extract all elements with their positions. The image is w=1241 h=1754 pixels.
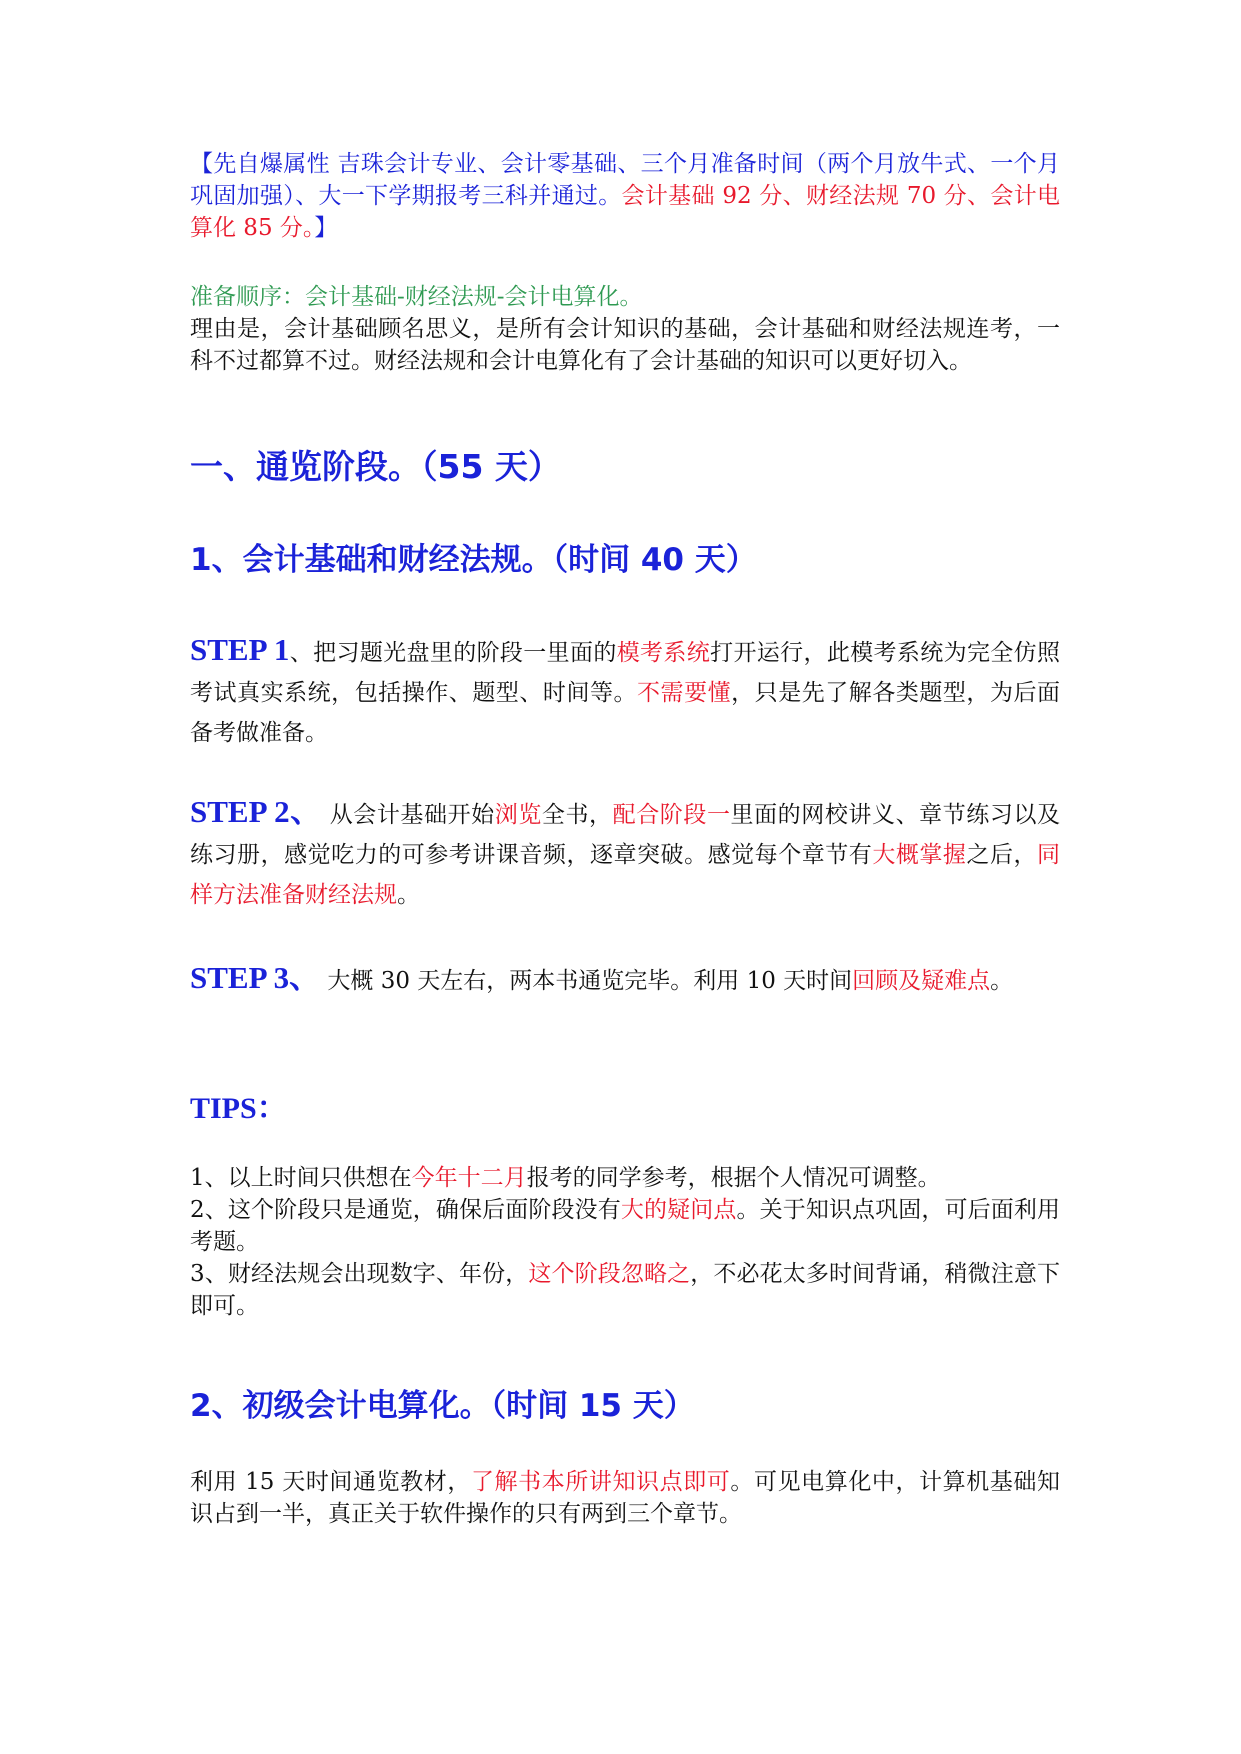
step3-paragraph — [190, 958, 1060, 1001]
section2-text-1: 利用 15 天时间通览教材， — [190, 1469, 471, 1495]
step2-highlight-3: 大概掌握 — [872, 842, 967, 868]
tip2-highlight: 大的疑问点 — [620, 1197, 737, 1223]
section2-title: 2、初级会计电算化。（时间 15 天） — [190, 1388, 695, 1424]
step3-text-1: 大概 30 天左右，两本书通览完毕。利用 10 天时间 — [320, 968, 853, 994]
intro-scores: 会计基础 92 分、财经法规 70 分、会计电算化 85 分。 — [190, 183, 1061, 241]
tip3-highlight: 这个阶段忽略之 — [528, 1261, 691, 1287]
step3-label: STEP 3、 — [190, 960, 321, 995]
step3-text-2: 。 — [990, 968, 1014, 994]
prep-order-reason: 理由是，会计基础顾名思义，是所有会计知识的基础，会计基础和财经法规连考，一科不过都算不过。财经法规和会计电算化有了会计基础的知识可以更好切入。 — [190, 316, 1060, 374]
section2-highlight: 了解书本所讲知识点即可 — [470, 1469, 731, 1495]
step1-paragraph — [190, 630, 1060, 753]
tip1-text-2: 报考的同学参考，根据个人情况可调整。 — [526, 1165, 941, 1191]
tip-2 — [190, 1194, 1060, 1258]
tips-title: TIPS： — [190, 1092, 287, 1125]
step2-text-4: 之后， — [966, 842, 1038, 868]
section1-title: 一、通览阶段。（55 天） — [190, 447, 561, 486]
step2-paragraph — [190, 792, 1060, 915]
step2-highlight-2: 配合阶段一 — [612, 802, 731, 828]
step2-text-2: 全书， — [541, 802, 613, 828]
step1-highlight-1: 模考系统 — [616, 640, 711, 666]
step2-highlight-4: 同样方法准备财经法规 — [190, 842, 1061, 908]
step1-text-2: 打开运行，此模考系统为完全仿照考试真实系统，包括操作、题型、时间等。 — [190, 640, 1061, 706]
intro-text: 【先自爆属性 吉珠会计专业、会计零基础、三个月准备时间（两个月放牛式、一个月巩固加强）、大一下学期报考三科并通过。 — [190, 151, 1060, 209]
section2-text-2: 。可见电算化中，计算机基础知识占到一半，真正关于软件操作的只有两到三个章节。 — [190, 1469, 1061, 1527]
prep-order-line: 准备顺序：会计基础-财经法规-会计电算化。 — [190, 284, 643, 310]
step1-highlight-2: 不需要懂 — [637, 680, 732, 706]
tip2-text-1: 2、这个阶段只是通览，确保后面阶段没有 — [190, 1197, 621, 1223]
tip2-text-2: 。关于知识点巩固，可后面利用考题。 — [190, 1197, 1061, 1255]
section1-sub1-title: 1、会计基础和财经法规。（时间 40 天） — [190, 542, 757, 578]
step1-label: STEP 1 — [190, 632, 290, 667]
step2-label: STEP 2、 — [190, 794, 322, 829]
step2-text-3: 里面的网校讲义、章节练习以及练习册，感觉吃力的可参考讲课音频，逐章突破。感觉每个章节有 — [190, 802, 1061, 868]
tip3-text-2: ，不必花太多时间背诵，稍微注意下即可。 — [190, 1261, 1061, 1319]
tip1-text-1: 1、以上时间只供想在 — [190, 1165, 412, 1191]
step2-text-1: 从会计基础开始 — [321, 802, 495, 828]
step2-highlight-1: 浏览 — [494, 802, 542, 828]
step1-text-1: 、把习题光盘里的阶段一里面的 — [289, 640, 617, 666]
intro-close-bracket: 】 — [314, 215, 338, 241]
tip1-highlight: 今年十二月 — [411, 1165, 527, 1191]
step2-text-5: 。 — [397, 882, 420, 908]
step1-text-3: ，只是先了解各类题型，为后面备考做准备。 — [190, 680, 1061, 746]
tip3-text-1: 3、财经法规会出现数字、年份， — [190, 1261, 529, 1287]
tip-1 — [190, 1162, 1060, 1194]
tip-3 — [190, 1258, 1060, 1322]
section2-paragraph — [190, 1466, 1060, 1530]
step3-highlight-1: 回顾及疑难点 — [852, 968, 991, 994]
intro-paragraph — [190, 148, 1060, 244]
